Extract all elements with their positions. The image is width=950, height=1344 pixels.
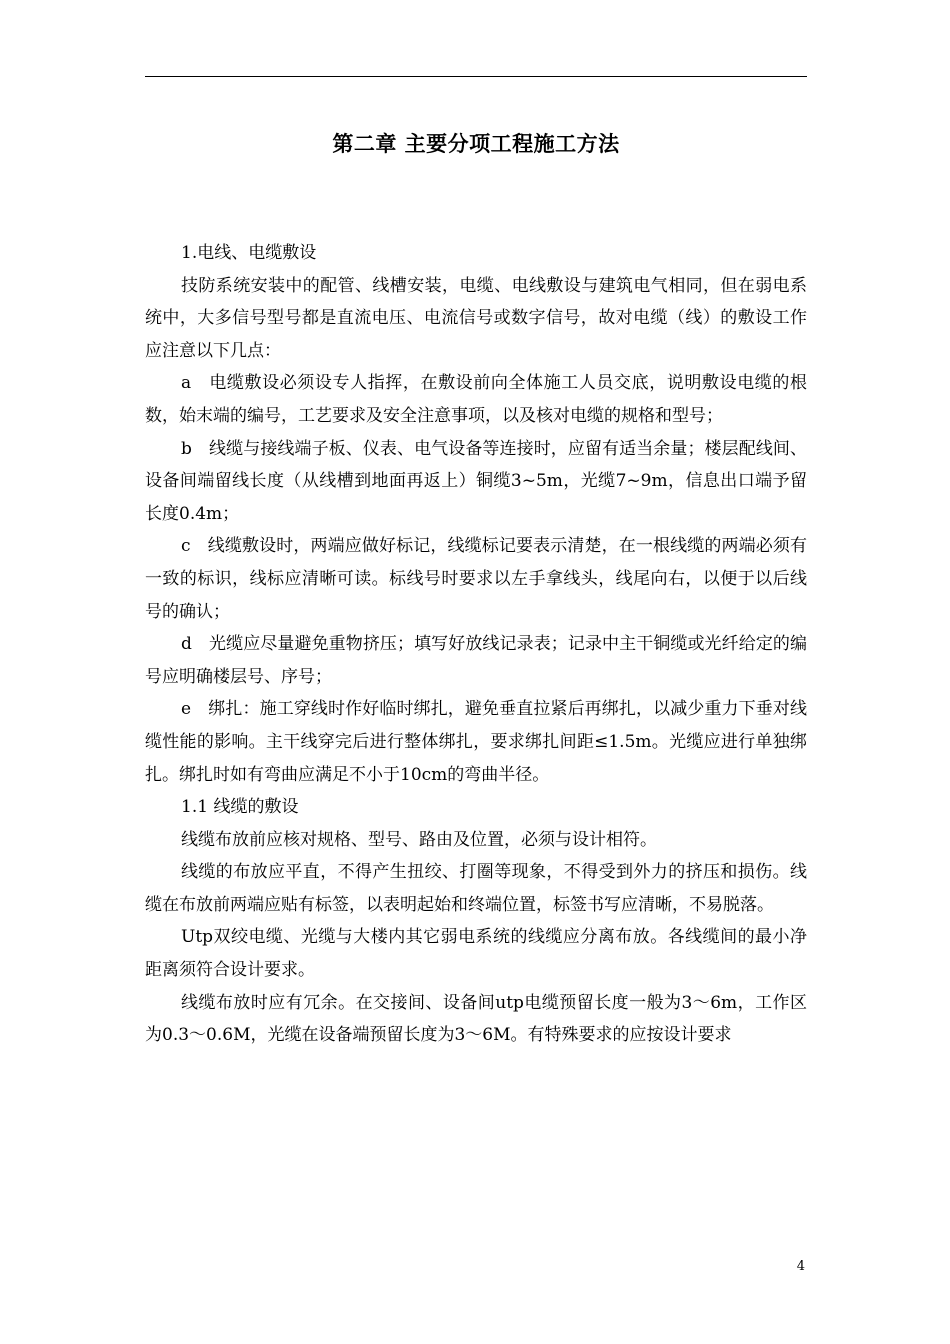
paragraph: 线缆布放前应核对规格、型号、路由及位置，必须与设计相符。 [181, 829, 657, 850]
document-body [145, 237, 807, 1052]
list-item: a 电缆敷设必须设专人指挥，在敷设前向全体施工人员交底，说明敷设电缆的根数，始末端的编号，工艺要求及安全注意事项，以及核对电缆的规格和型号； [145, 373, 807, 426]
paragraph: 技防系统安装中的配管、线槽安装，电缆、电线敷设与建筑电气相同，但在弱电系统中，大多信号型号都是直流电压、电流信号或数字信号，故对电缆（线）的敷设工作应注意以下几点： [145, 275, 807, 361]
subsection-heading: 1.1 线缆的敷设 [181, 797, 299, 818]
header-rule [145, 76, 807, 77]
section-heading: 1.电线、电缆敷设 [181, 243, 317, 263]
list-item: e 绑扎：施工穿线时作好临时绑扎，避免垂直拉紧后再绑扎，以减少重力下垂对线缆性能的影响。主干线穿完后进行整体绑扎，要求绑扎间距≤1.5m。光缆应进行单独绑扎。绑扎时如有弯曲应满足不小于10cm的弯曲半径。 [145, 699, 807, 785]
paragraph: Utp双绞电缆、光缆与大楼内其它弱电系统的线缆应分离布放。各线缆间的最小净距离须符合设计要求。 [145, 927, 807, 981]
list-item: d 光缆应尽量避免重物挤压；填写好放线记录表；记录中主干铜缆或光纤给定的编号应明确楼层号、序号； [145, 634, 807, 687]
paragraph: 线缆布放时应有冗余。在交接间、设备间utp电缆预留长度一般为3～6m，工作区为0.3～0.6M，光缆在设备端预留长度为3～6M。有特殊要求的应按设计要求 [145, 992, 807, 1046]
list-item: b 线缆与接线端子板、仪表、电气设备等连接时，应留有适当余量；楼层配线间、设备间端留线长度（从线槽到地面再返上）铜缆3~5m，光缆7~9m，信息出口端予留长度0.4m； [145, 438, 807, 524]
paragraph: 线缆的布放应平直，不得产生扭绞、打圈等现象，不得受到外力的挤压和损伤。线缆在布放前两端应贴有标签，以表明起始和终端位置，标签书写应清晰，不易脱落。 [145, 862, 807, 915]
page-number: 4 [796, 1259, 805, 1274]
list-item: c 线缆敷设时，两端应做好标记，线缆标记要表示清楚，在一根线缆的两端必须有一致的标识，线标应清晰可读。标线号时要求以左手拿线头，线尾向右，以便于以后线号的确认； [145, 536, 807, 622]
page-title: 第二章 主要分项工程施工方法 [332, 131, 620, 156]
